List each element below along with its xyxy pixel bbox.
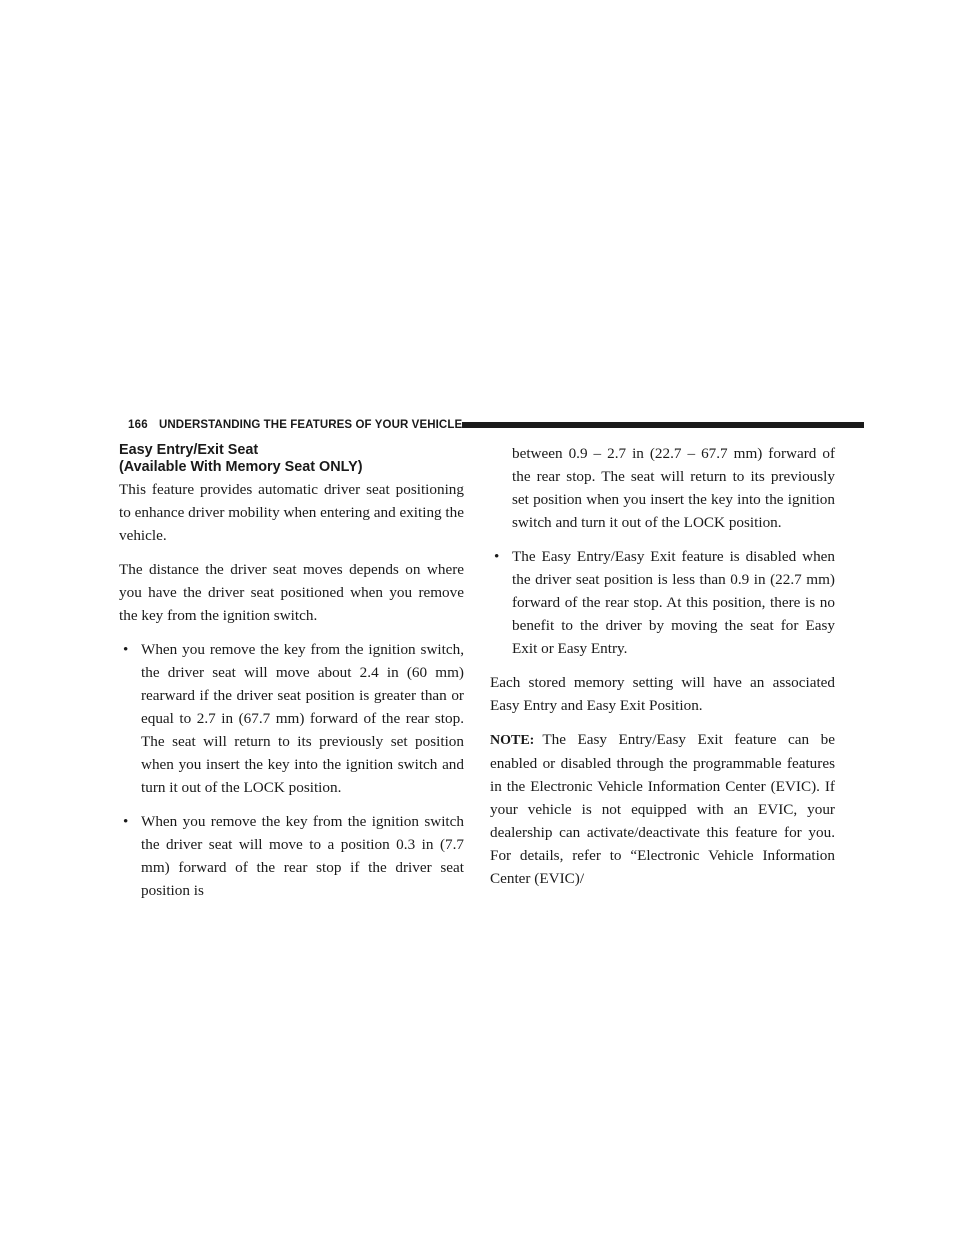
memory-setting-paragraph: Each stored memory setting will have an associated Easy Entry and Easy Exit Position. [490,674,835,714]
bullet-text: When you remove the key from the ignition switch the driver seat will move to a position 0.3 in (7.7 mm) forward of the rear stop if the driver seat position is [141,813,464,899]
bullet-continuation: between 0.9 – 2.7 in (22.7 – 67.7 mm) forward of the rear stop. The seat will return to its previously set position when you insert the key into the ignition switch and turn it out of the LOCK position. [512,445,835,531]
distance-paragraph: The distance the driver seat moves depends on where you have the driver seat positioned when you remove the key from the ignition switch. [119,561,464,624]
right-column [490,442,835,901]
note-paragraph [490,728,835,890]
bullet-item-disabled [490,545,835,660]
bullet-item-rearward [119,638,464,799]
section-heading [119,442,464,476]
page-number: 166 [128,419,148,431]
bullet-icon: • [123,813,129,830]
heading-line-1: Easy Entry/Exit Seat [119,442,259,458]
header-rule [462,422,864,428]
bullet-item-forward [119,810,464,902]
bullet-icon: • [123,641,129,658]
section-title: UNDERSTANDING THE FEATURES OF YOUR VEHICLE [159,419,463,431]
bullet-text: When you remove the key from the ignition switch, the driver seat will move about 2.4 in (60 mm) rearward if the driver seat position is greater than or equal to 2.7 in (67.7 mm) forward of the rear stop. The seat will return to its previously set position when you insert the key into the ignition switch and turn it out of the LOCK position. [141,641,464,796]
left-column [119,442,464,913]
bullet-text: The Easy Entry/Easy Exit feature is disabled when the driver seat position is less than 0.9 in (22.7 mm) forward of the rear stop. At this position, there is no benefit to the driver by moving the seat for Easy Exit or Easy Entry. [512,548,835,657]
intro-paragraph: This feature provides automatic driver seat positioning to enhance driver mobility when entering and exiting the vehicle. [119,481,464,544]
bullet-icon: • [494,548,500,565]
note-text: The Easy Entry/Easy Exit feature can be enabled or disabled through the programmable features in the Electronic Vehicle Information Center (EVIC). If your vehicle is not equipped with an EVIC, your dealership can activate/deactivate this feature for you. For details, refer to “Electronic Vehicle Information Center (EVIC)/ [490,731,835,887]
heading-line-2: (Available With Memory Seat ONLY) [119,459,363,475]
note-label: NOTE: [490,733,535,748]
page-header [128,416,864,436]
